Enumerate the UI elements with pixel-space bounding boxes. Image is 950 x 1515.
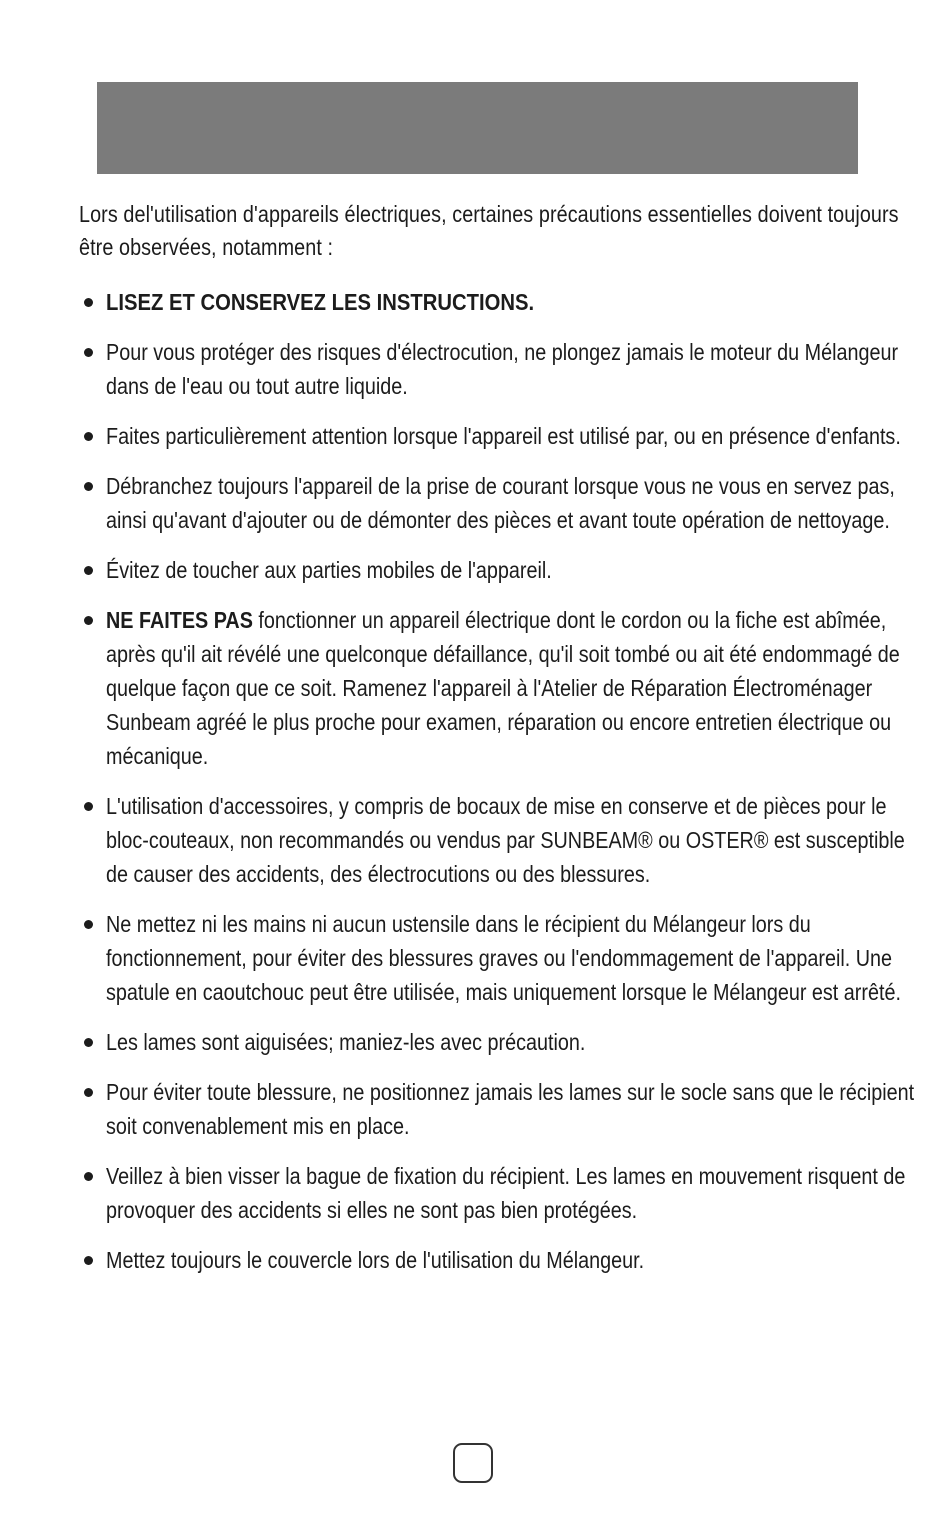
bullet-icon	[84, 920, 93, 929]
item-text: Les lames sont aiguisées; maniez-les avec précaution.	[106, 1029, 586, 1055]
bullet-icon	[84, 1172, 93, 1181]
bullet-icon	[84, 566, 93, 575]
list-item	[79, 553, 924, 587]
list-item	[79, 469, 924, 537]
instructions-heading: LISEZ ET CONSERVEZ LES INSTRUCTIONS.	[106, 289, 535, 315]
page-number-box	[453, 1443, 493, 1483]
bullet-icon	[84, 1038, 93, 1047]
list-item	[79, 335, 924, 403]
item-text: Pour vous protéger des risques d'électrocution, ne plongez jamais le moteur du Mélangeur dans de l'eau ou tout autre liquide.	[106, 339, 899, 399]
item-text: Débranchez toujours l'appareil de la prise de courant lorsque vous ne vous en servez pas, ainsi qu'avant d'ajouter ou de démonter des pièces et avant toute opération de nettoyage.	[106, 473, 895, 533]
list-item	[79, 419, 924, 453]
header-bar	[97, 82, 858, 174]
item-text: Ne mettez ni les mains ni aucun ustensile dans le récipient du Mélangeur lors du fonctionnement, pour éviter des blessures graves ou l'endommagement de l'appareil. Une spatule en caoutchouc peut être utilisée, mais uniquement lorsque le Mélangeur est arrêté.	[106, 911, 901, 1005]
item-text: Faites particulièrement attention lorsque l'appareil est utilisé par, ou en présence d'enfants.	[106, 423, 901, 449]
list-item	[79, 1159, 924, 1227]
item-text: Mettez toujours le couvercle lors de l'utilisation du Mélangeur.	[106, 1247, 645, 1273]
safety-content	[79, 198, 924, 1293]
item-text: L'utilisation d'accessoires, y compris de bocaux de mise en conserve et de pièces pour le bloc-couteaux, non recommandés ou vendus par SUNBEAM® ou OSTER® est susceptible de causer des accidents, des électrocutions ou des blessures.	[106, 793, 905, 887]
list-item	[79, 789, 924, 891]
item-text: Pour éviter toute blessure, ne positionnez jamais les lames sur le socle sans que le récipient soit convenablement mis en place.	[106, 1079, 915, 1139]
list-item	[79, 1075, 924, 1143]
list-item	[79, 285, 924, 319]
list-item	[79, 907, 924, 1009]
intro-paragraph: Lors del'utilisation d'appareils électriques, certaines précautions essentielles doivent toujours être observées, notamment :	[79, 201, 899, 260]
bullet-icon	[84, 616, 93, 625]
list-item	[79, 1243, 924, 1277]
list-item	[79, 1025, 924, 1059]
safety-list	[79, 285, 924, 1277]
bullet-icon	[84, 298, 93, 307]
bullet-icon	[84, 1256, 93, 1265]
item-text: Évitez de toucher aux parties mobiles de l'appareil.	[106, 557, 552, 583]
bullet-icon	[84, 482, 93, 491]
bullet-icon	[84, 432, 93, 441]
item-body: fonctionner un appareil électrique dont le cordon ou la fiche est abîmée, après qu'il ait révélé une quelconque défaillance, qu'il soit tombé ou ait été endommagé de quelque façon que ce soit. Ramenez l'appareil à l'Atelier de Réparation Électroménager Sunbeam agréé le plus proche pour examen, réparation ou encore entretien électrique ou mécanique.	[106, 607, 900, 769]
item-text: Veillez à bien visser la bague de fixation du récipient. Les lames en mouvement risquent de provoquer des accidents si elles ne sont pas bien protégées.	[106, 1163, 906, 1223]
bullet-icon	[84, 348, 93, 357]
bullet-icon	[84, 802, 93, 811]
list-item	[79, 603, 924, 773]
item-lead: NE FAITES PAS	[106, 607, 253, 633]
bullet-icon	[84, 1088, 93, 1097]
item-text	[106, 603, 923, 773]
